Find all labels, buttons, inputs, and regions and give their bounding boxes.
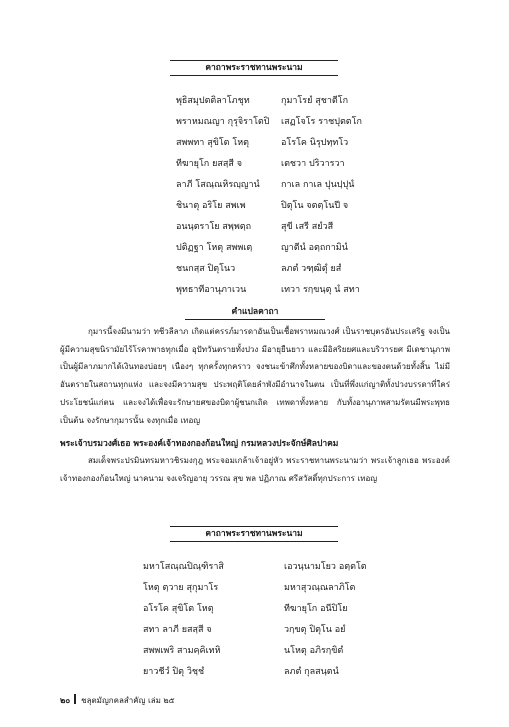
verse-right: เตชวา ปริวารวา (281, 159, 345, 169)
verse-left: อนนฺตราโย สพฺพตฺถ (176, 222, 252, 232)
verse-line (0, 558, 509, 576)
verse-right: ลภตํ วฑฺฒิตุํ ยสํ (281, 264, 342, 274)
verse-line (0, 197, 509, 215)
translation-title-box (185, 305, 325, 320)
verse-line (0, 176, 509, 194)
verse-left: มหาโสณฺณปิณฺฑิราสิ (143, 562, 224, 572)
verse-right: นโหตุ อภิรกฺขิตํ (284, 646, 344, 656)
verse-line (0, 239, 509, 257)
verse-left: โหตุ ตฺวาย สุกุมาโร (143, 583, 219, 593)
verse-left: สทา ลาภี ยสสฺสี จ (143, 625, 212, 635)
verse-right: กาเล กาเล ปุนปฺปุนํ (281, 180, 355, 190)
verse-right: ลภตํ กุลสนฺตนํ (284, 667, 339, 677)
footer-divider (74, 694, 76, 704)
verse-right: วกฺขตุ ปิตุโน อยํ (284, 625, 346, 635)
verse-left: ชินาตุ อริโย สพเพ (176, 201, 246, 211)
translation-paragraph: กุมารนี้จงมีนามว่า ทชีวลีลาภ เกิดแต่ครรภ์มารดาอันเป็นเชื้อพราหมณวงศ์ เป็นราชบุตรอันประเสริฐ จงเป็นผู้มีความสุขนิรามัยไร้โรคาพาธทุกเมื่อ อุปัทวันตรายทั้งปวง มีอายุยืนยาว และมีอิสริยยศและบริวารยศ มีเดชานุภาพ เป็นผู้มีลาภมากได้เงินทองบ่อยๆ เนืองๆ ทุกครั้งทุกคราว จงชนะข้าศึกทั้งหลายของบิดาและของตนด้วยทั้งสิ้น ไม่มีอันตรายในสถานทุกแห่ง และจงมีความสุข ประพฤติโดยลำพังมีอำนาจในตน เป็นที่พึ่งแก่ญาติทั้งปวงบรรดาที่ใคร่ประโยชน์แก่ตน และจงได้เพื่อจะรักษายศของบิดาผู้ชนกเถิด เทพดาทั้งหลาย กับทั้งอานุภาพสามรัตนมีพระพุทธเป็นต้น จงรักษากุมารนั้น จงทุกเมื่อ เทอญ (60, 327, 450, 425)
verse-left: ชนกสฺส ปิตุโนว (176, 264, 236, 274)
verse-right: มหาสุวณฺณลาภิโต (284, 583, 356, 593)
translation-title: คำแปลคาถา (231, 307, 279, 317)
verse-right: เทวา รกฺขนฺตุ นํ สทา (281, 285, 360, 295)
verse-line (0, 134, 509, 152)
verse-line (0, 642, 509, 660)
page-footer (60, 694, 175, 707)
verse-title-box-2 (170, 526, 338, 542)
verse-left: พราหมณญา กุรุจิราโตปิ (176, 117, 270, 127)
verse-line (0, 260, 509, 278)
verse-left: ปติฏฐา โหตุ สพพเตฺ (176, 243, 253, 253)
verse-line (0, 663, 509, 681)
verse-line (0, 92, 509, 110)
verse-right: อโรโค นิรุปทฺทโว (281, 138, 349, 148)
verse-left: สพพทา สุขิโต โหตุ (176, 138, 250, 148)
verse-left: ทีฆายุโก ยสสฺสี จ (176, 159, 242, 169)
verse-right: ปิตุโน จตตฺโนปี จ (281, 201, 349, 211)
verse-title-box-1 (170, 60, 338, 76)
verse-left: อโรโค สุขิโต โหตุ (143, 604, 214, 614)
verse-title-2: คาถาพระราชทานพระนาม (205, 529, 303, 539)
verse-title-1: คาถาพระราชทานพระนาม (205, 63, 303, 73)
section-heading: พระเจ้าบรมวงศ์เธอ พระองค์เจ้าทองกองก้อนใหญ่ กรมหลวงประจักษ์ศิลปาคม (60, 439, 339, 449)
verse-left: ลาภี โสณฺณหิรญฺญานํ (176, 180, 260, 190)
verse-right: ทีฆายุโก อนีปิโย (284, 604, 348, 614)
verse-left: พุทธาทีอานุภาเวน (176, 285, 247, 295)
verse-line (0, 113, 509, 131)
verse-line (0, 579, 509, 597)
verse-line (0, 155, 509, 173)
verse-right: เสฏโจโร ราชปุตตโก (281, 117, 362, 127)
verse-right: สุขี เสรี สยํวสี (281, 222, 334, 232)
page-number: ๒๐ (60, 696, 71, 705)
verse-right: กุมาโรยํ สุชาตีโก (281, 96, 349, 106)
verse-left: ยาวชีวํ ปิตุ วิชฺชํ (143, 667, 205, 677)
verse-left: สพพเพริ สามคฺคิเทหิ (143, 646, 221, 656)
verse-left: พุธิสมุปตติลาโภชุท (176, 96, 250, 106)
verse-right: เอวนฺนามโยว อตฺตโต (284, 562, 367, 572)
verse-line (0, 621, 509, 639)
royal-naming-paragraph: สมเด็จพระปรมินทรมหาวชิรมงกุฎ พระจอมเกล้าเจ้าอยู่หัว พระราชทานพระนามว่า พระเจ้าลูกเธอ พระองค์เจ้าทองกองก้อนใหญ่ นาคนาม จงเจริญอายุ วรรณ สุข พล ปฏิภาณ ศรีสวัสดิ์ทุกประการ เทอญ (60, 456, 450, 483)
running-title: ชลุตมัญกคลสำคัญ เล่ม ๒๕ (81, 696, 175, 705)
verse-line (0, 281, 509, 299)
verse-line (0, 218, 509, 236)
verse-right: ญาตีนํ อตฺถกามินํ (281, 243, 348, 253)
verse-line (0, 600, 509, 618)
